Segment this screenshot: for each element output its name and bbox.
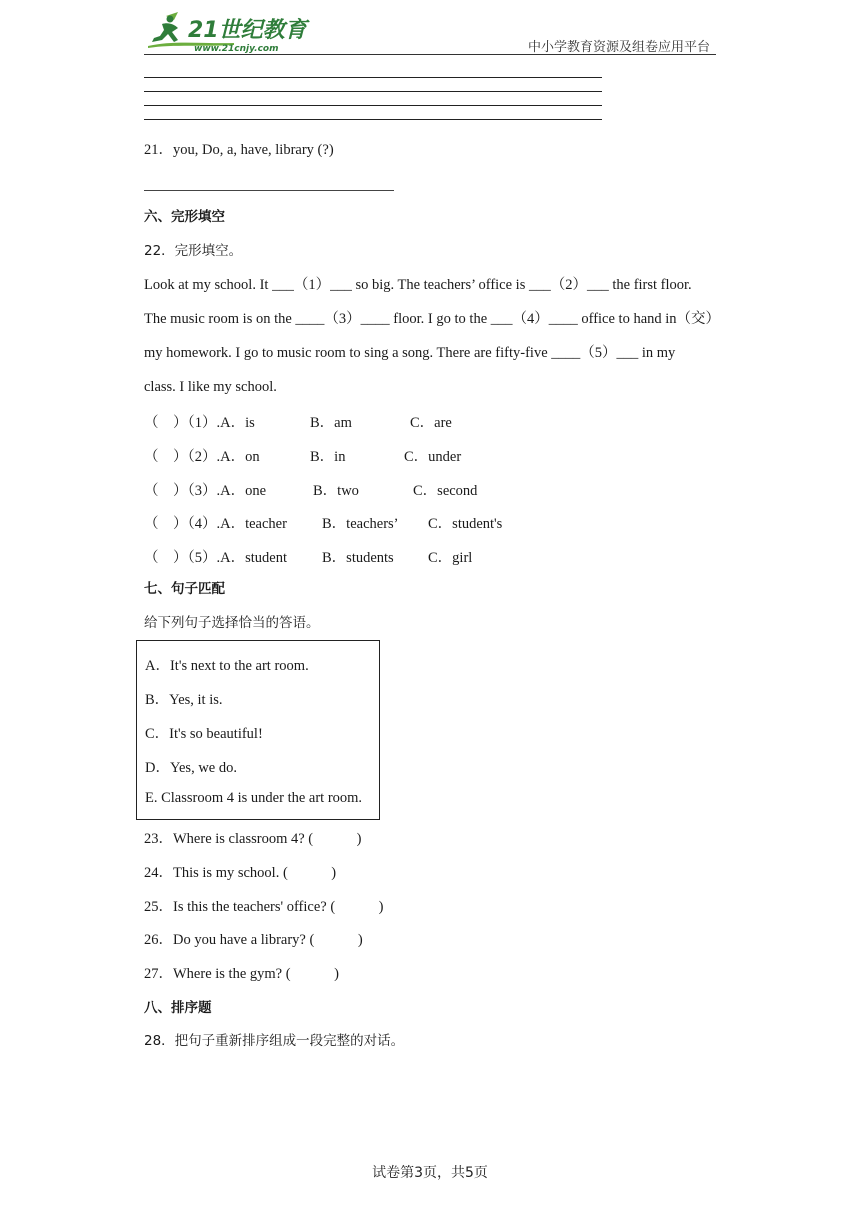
option-a: （ ）（4）.A．teacher bbox=[144, 516, 287, 532]
answer-option: E. Classroom 4 is under the art room. bbox=[145, 790, 363, 806]
section-title-cloze: 六、完形填空 bbox=[144, 209, 225, 225]
option-row bbox=[144, 411, 664, 431]
passage-line: class. I like my school. bbox=[144, 379, 277, 395]
option-a: （ ）（5）.A．student bbox=[144, 550, 287, 566]
passage-line: my homework. I go to music room to sing a song. There are fifty-five ____（5）___ in my bbox=[144, 345, 676, 361]
cloze-passage bbox=[144, 268, 720, 404]
section-title-matching: 七、句子匹配 bbox=[144, 581, 225, 597]
answer-box bbox=[136, 640, 380, 820]
option-c: C．girl bbox=[428, 550, 473, 566]
option-b: B．in bbox=[310, 449, 346, 465]
option-a: （ ）（3）.A．one bbox=[144, 483, 267, 499]
option-row bbox=[144, 445, 664, 465]
page-footer: 试卷第3页，共5页 bbox=[372, 1165, 488, 1181]
answer-option: B．Yes, it is. bbox=[145, 692, 223, 708]
answer-line bbox=[144, 190, 394, 191]
question-27: 27．Where is the gym? ( ) bbox=[144, 966, 339, 982]
logo bbox=[144, 10, 314, 54]
header-rule bbox=[144, 54, 716, 55]
answer-option: A．It's next to the art room. bbox=[145, 658, 309, 674]
passage-line: The music room is on the ____（3）____ floor. I go to the ___（4）____ office to hand in（交） bbox=[144, 311, 721, 327]
option-a: （ ）（1）.A．is bbox=[144, 415, 255, 431]
option-row bbox=[144, 479, 664, 499]
logo-url: www.21cnjy.com bbox=[194, 44, 279, 54]
runner-logo-icon bbox=[144, 10, 314, 54]
option-c: C．student's bbox=[428, 516, 503, 532]
option-b: B．am bbox=[310, 415, 352, 431]
option-b: B．students bbox=[322, 550, 394, 566]
answer-option: C．It's so beautiful! bbox=[145, 726, 263, 742]
answer-line bbox=[144, 91, 602, 92]
logo-text: 21世纪教育 bbox=[188, 18, 307, 43]
answer-option: D．Yes, we do. bbox=[145, 760, 237, 776]
question-26: 26．Do you have a library? ( ) bbox=[144, 932, 363, 948]
option-c: C．second bbox=[413, 483, 478, 499]
option-c: C．are bbox=[410, 415, 452, 431]
option-a: （ ）（2）.A．on bbox=[144, 449, 260, 465]
question-22-title: 22．完形填空。 bbox=[144, 243, 243, 259]
option-b: B．two bbox=[313, 483, 359, 499]
matching-instruction: 给下列句子选择恰当的答语。 bbox=[144, 615, 320, 631]
option-b: B．teachers’ bbox=[322, 516, 399, 532]
answer-line bbox=[144, 119, 602, 120]
option-c: C．under bbox=[404, 449, 462, 465]
section-title-ordering: 八、排序题 bbox=[144, 1000, 212, 1016]
question-28: 28．把句子重新排序组成一段完整的对话。 bbox=[144, 1033, 405, 1049]
answer-line bbox=[144, 77, 602, 78]
question-21: 21．you, Do, a, have, library (?) bbox=[144, 142, 334, 158]
answer-line bbox=[144, 105, 602, 106]
question-23: 23．Where is classroom 4? ( ) bbox=[144, 831, 362, 847]
passage-line: Look at my school. It ___（1）___ so big. The teachers’ office is ___（2）___ the first floor. bbox=[144, 277, 692, 293]
option-row bbox=[144, 512, 664, 532]
question-24: 24．This is my school. ( ) bbox=[144, 865, 337, 881]
platform-name: 中小学教育资源及组卷应用平台 bbox=[527, 40, 710, 55]
question-25: 25．Is this the teachers' office? ( ) bbox=[144, 899, 384, 915]
option-row bbox=[144, 546, 664, 566]
